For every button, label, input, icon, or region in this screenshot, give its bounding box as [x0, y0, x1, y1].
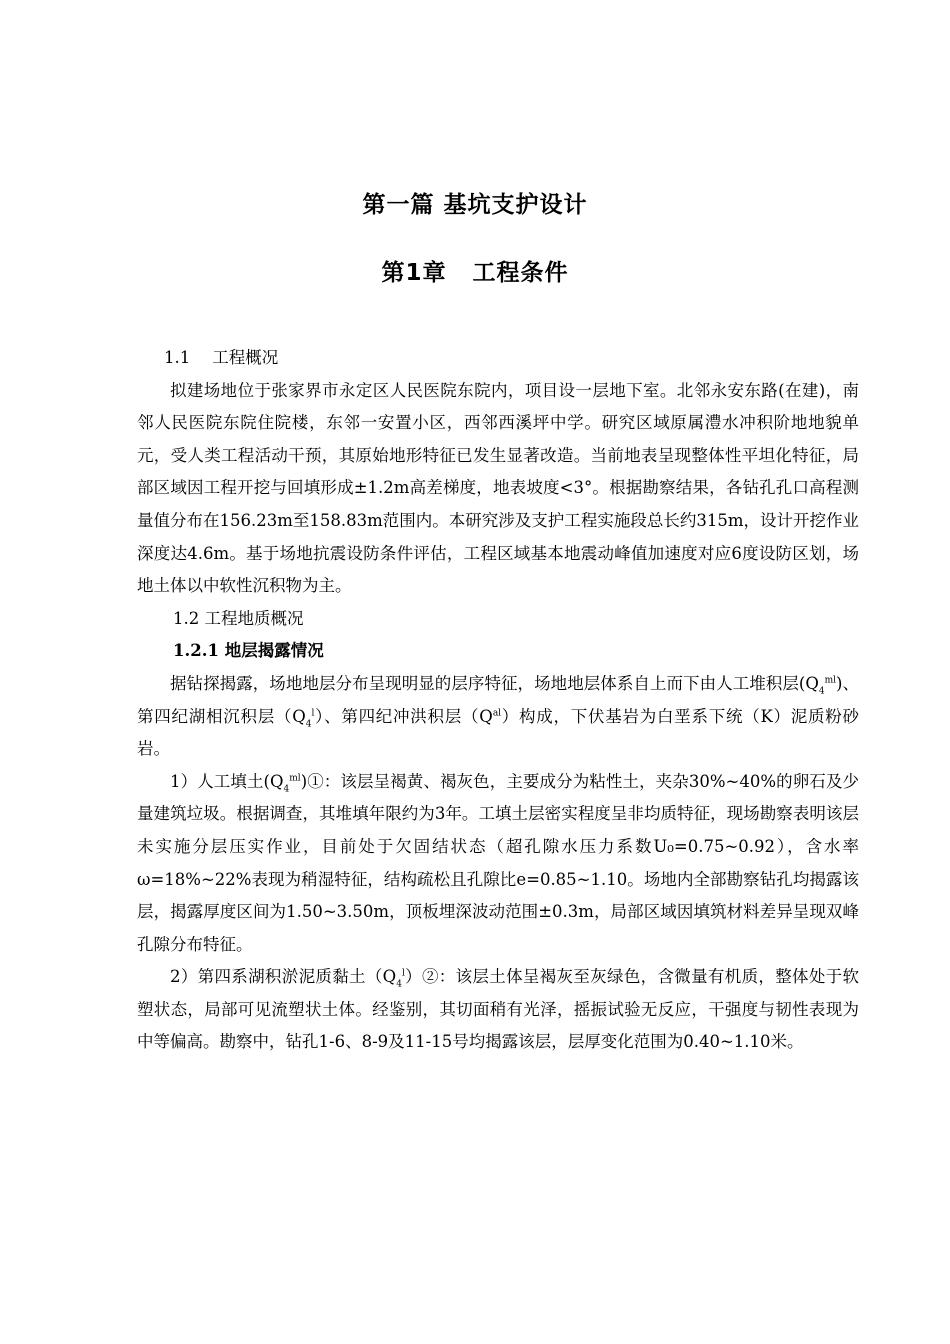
superscript: ml — [289, 773, 301, 784]
text-run: ）②：该层土体呈褐灰至灰绿色，含微量有机质，整体处于软塑状态，局部可见流塑状土体。经鉴别，其切面稍有光泽，摇振试验无反应，干强度与韧性表现为中等偏高。勘察中，钻孔1-6、8-9及11-15号均揭露该层，层厚变化范围为0.40~1.10米。 — [137, 967, 859, 1052]
chapter-number: 第1章 — [381, 260, 447, 286]
subscript: 4 — [305, 718, 312, 729]
section-number: 1.1 — [164, 348, 191, 367]
paragraph-layer-2 — [137, 961, 859, 1059]
chapter-name: 工程条件 — [472, 260, 569, 286]
subscript: 4 — [818, 686, 825, 697]
section-heading-1-2-1 — [137, 635, 859, 668]
text-run: ）构成，下伏基岩为白垩系下统（K）泥质粉砂岩。 — [137, 706, 860, 759]
part-title: 第一篇 基坑支护设计 — [362, 192, 588, 218]
superscript: l — [401, 968, 405, 979]
text-run: ）、第四纪冲洪积层（Q — [314, 706, 493, 726]
text-run: 据钻探揭露，场地地层分布呈现明显的层序特征，场地地层体系自上而下由人工堆积层(Q — [170, 673, 819, 693]
section-heading-1-1 — [137, 342, 859, 375]
subscript: 4 — [396, 979, 402, 990]
document-body — [137, 342, 859, 1059]
section-heading-1-2 — [137, 603, 859, 636]
section-title: 工程地质概况 — [204, 608, 304, 628]
paragraph-overview: 拟建场地位于张家界市永定区人民医院东院内，项目设一层地下室。北邻永安东路(在建)，南邻人民医院东院住院楼，东邻一安置小区，西邻西溪坪中学。研究区域原属澧水冲积阶地地貌单元，受人类工程活动干预，其原始地形特征已发生显著改造。当前地表呈现整体性平坦化特征，局部区域因工程开挖与回填形成±1.2m高差梯度，地表坡度<3°。根据勘察结果，各钻孔孔口高程测量值分布在156.23m至158.83m范围内。本研究涉及支护工程实施段总长约315m，设计开挖作业深度达4.6m。基于场地抗震设防条件评估，工程区域基本地震动峰值加速度对应6度设防区划，场地土体以中软性沉积物为主。 — [137, 380, 859, 596]
section-number: 1.2 — [173, 608, 200, 628]
superscript: al — [492, 708, 502, 719]
text-run: 2）第四系湖积淤泥质黏土（Q — [170, 967, 397, 987]
text-run: )①：该层呈褐黄、褐灰色，主要成分为粘性土，夹杂30%~40%的卵石及少量建筑垃圾。根据调查，其堆填年限约为3年。工填土层密实程度呈非均质特征，现场勘察表明该层未实施分层压实作业，目前处于欠固结状态（超孔隙水压力系数U₀=0.75~0.92），含水率ω=18%~22%表现为稍湿特征，结构疏松且孔隙比e=0.85~1.10。场地内全部勘察钻孔均揭露该层，揭露厚度区间为1.50~3.50m，顶板埋深波动范围±0.3m，局部区域因填筑材料差异呈现双峰孔隙分布特征。 — [137, 771, 859, 954]
section-title: 工程概况 — [212, 348, 279, 367]
superscript: ml — [824, 675, 837, 686]
paragraph-layer-1 — [137, 766, 859, 962]
section-title: 地层揭露情况 — [224, 641, 324, 661]
text-run: 1）人工填土(Q — [170, 771, 284, 791]
text-run: )、第四纪湖相沉积层（Q — [137, 673, 860, 726]
section-number: 1.2.1 — [173, 641, 219, 661]
superscript: l — [311, 708, 315, 719]
chapter-title — [0, 254, 950, 287]
subscript: 4 — [283, 784, 290, 795]
paragraph-strata-intro — [137, 668, 859, 766]
